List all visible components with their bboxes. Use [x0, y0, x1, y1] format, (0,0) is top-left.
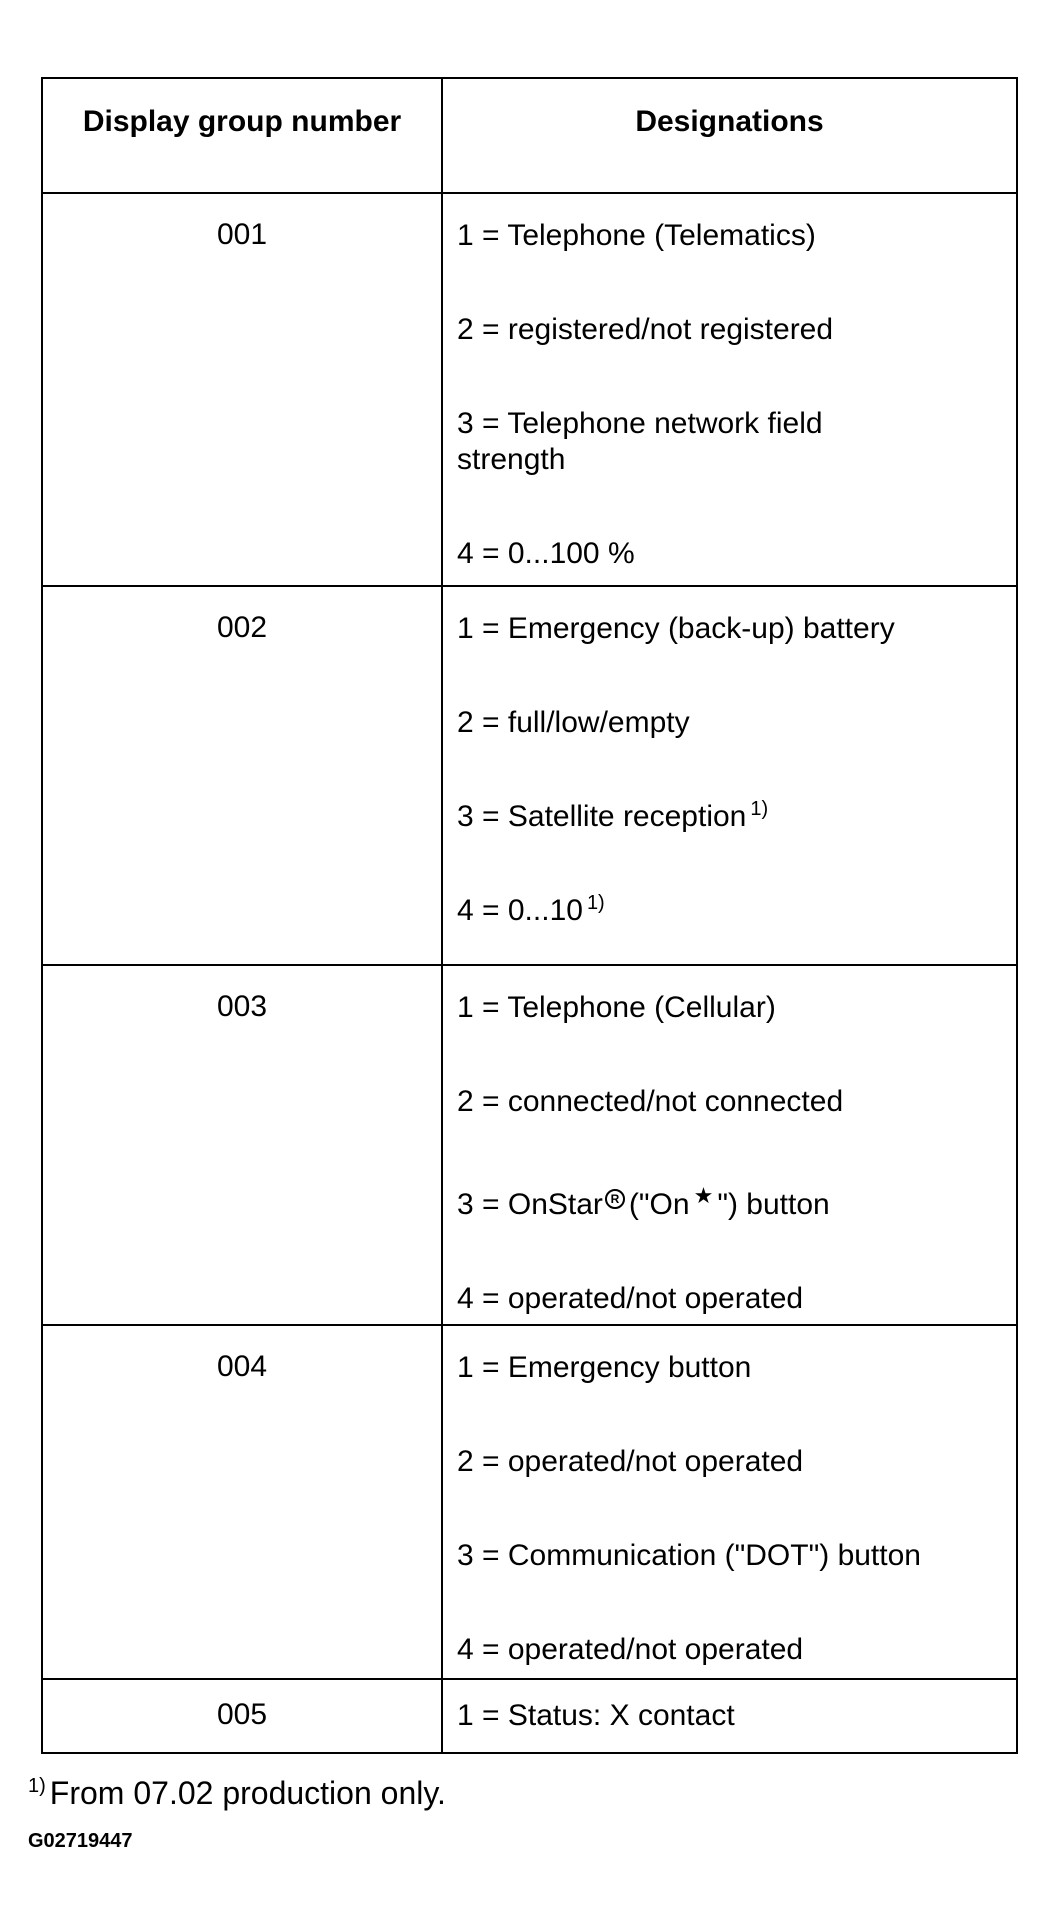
group-number: 003 — [43, 966, 443, 1324]
designation-line: 2 = registered/not registered — [457, 313, 834, 346]
footnote-mark: 1) — [586, 892, 605, 914]
designations-cell — [443, 1326, 1016, 1678]
footnote — [28, 1775, 446, 1812]
designation-line: 1 = Telephone (Telematics) — [457, 219, 816, 252]
table-row — [43, 194, 1016, 587]
designation-text: ("On — [628, 1188, 690, 1221]
header-designations: Designations — [635, 105, 824, 138]
group-number: 001 — [43, 194, 443, 585]
designations-cell — [443, 194, 1016, 585]
star-icon: ★ — [693, 1183, 714, 1208]
table-row — [43, 1680, 1016, 1752]
designation-line: 2 = full/low/empty — [457, 706, 690, 739]
table-row — [43, 587, 1016, 966]
footnote-text: From 07.02 production only. — [49, 1775, 446, 1811]
figure-reference: G02719447 — [28, 1830, 133, 1852]
designation-line: 2 = connected/not connected — [457, 1085, 844, 1118]
designation-line: 3 = Telephone network field strength — [457, 407, 823, 476]
designation-line: 2 = operated/not operated — [457, 1445, 804, 1478]
registered-trademark-icon: R — [605, 1189, 625, 1209]
designations-cell — [443, 966, 1016, 1324]
designation-line: 4 = 0...100 % — [457, 537, 635, 570]
table-row — [43, 966, 1016, 1326]
table-header-row — [43, 79, 1016, 194]
group-number: 002 — [43, 587, 443, 964]
designation-line: 4 = operated/not operated — [457, 1633, 804, 1666]
designation-text: 3 = OnStar — [457, 1188, 603, 1221]
table-row — [43, 1326, 1016, 1680]
designation-line-with-footnote — [457, 893, 1016, 929]
designation-line: 3 = Communication ("DOT") button — [457, 1539, 921, 1572]
designations-cell — [443, 1680, 1016, 1752]
designation-line: 4 = operated/not operated — [457, 1282, 804, 1315]
designation-line-onstar — [457, 1178, 1016, 1223]
designation-text: ") button — [717, 1188, 830, 1221]
footnote-mark: 1) — [750, 798, 769, 820]
designation-line: 1 = Emergency (back-up) battery — [457, 612, 895, 645]
footnote-mark: 1) — [28, 1775, 46, 1798]
group-number: 004 — [43, 1326, 443, 1678]
designation-line: 1 = Emergency button — [457, 1351, 752, 1384]
group-number: 005 — [43, 1680, 443, 1752]
designation-text: 3 = Satellite reception — [457, 800, 747, 833]
designation-line: 1 = Status: X contact — [457, 1699, 735, 1732]
designation-line: 1 = Telephone (Cellular) — [457, 991, 776, 1024]
designations-table — [41, 77, 1018, 1754]
designations-cell — [443, 587, 1016, 964]
designation-text: 4 = 0...10 — [457, 894, 583, 927]
designation-line-with-footnote — [457, 799, 1016, 835]
header-display-group-number: Display group number — [43, 79, 443, 192]
